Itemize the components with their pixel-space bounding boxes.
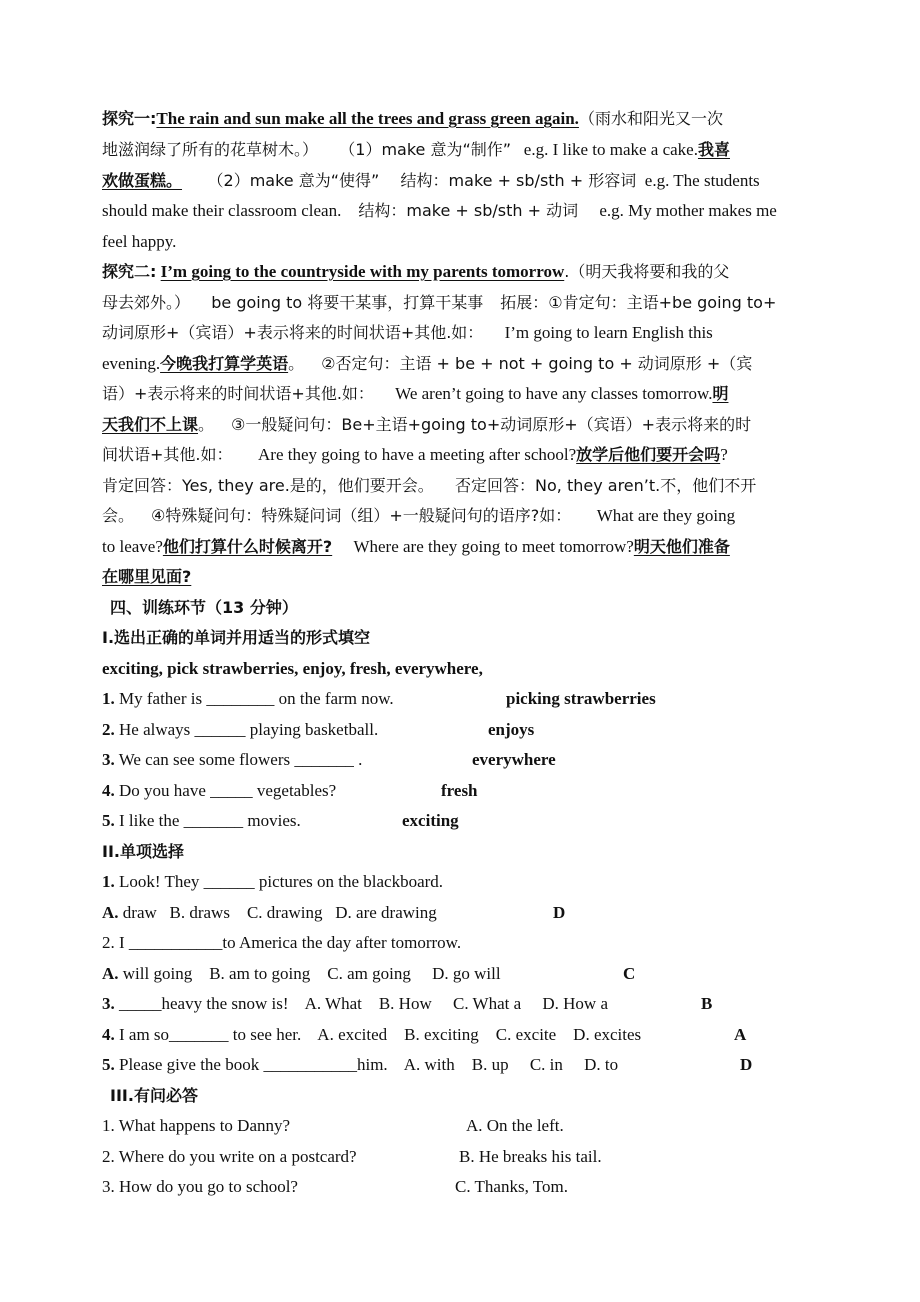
negative-answer-cont: 会。	[102, 506, 135, 525]
options-text: will going B. am to going C. am going D. go will	[122, 964, 501, 983]
explore1-line5	[102, 231, 176, 253]
make-example-2-cont: should make their classroom clean.	[102, 201, 342, 220]
question-text: I am so_______ to see her. A. excited B. exciting C. excite D. excites	[119, 1025, 642, 1044]
wh-example-1: What are they going	[596, 506, 736, 525]
question-text: _____heavy the snow is! A. What B. How C. What a D. How a	[119, 994, 609, 1013]
part1-answer-2: enjoys	[488, 720, 535, 739]
section4-title-text: 四、训练环节（13 分钟）	[110, 598, 298, 617]
item-text: I like the _______ movies.	[119, 811, 301, 830]
negative-answer: 否定回答：No, they aren’t.不，他们不开	[455, 476, 757, 495]
part1-answer-4: fresh	[441, 781, 478, 800]
make-meaning-1: （1）make 意为“制作”	[339, 140, 512, 159]
part2-answer-1: D	[553, 903, 566, 922]
part2-q3	[102, 993, 608, 1015]
part1-item-1	[102, 688, 394, 710]
explore1-translation: （雨水和阳光又一次	[578, 109, 723, 128]
explore2-line1	[102, 261, 729, 283]
wh-question-rule: ④特殊疑问句：特殊疑问词（组）+一般疑问句的语序?如：	[151, 506, 572, 525]
part2-q1-options	[102, 902, 437, 924]
question-text: Look! They ______ pictures on the blackboard.	[119, 872, 444, 891]
negative-rule: ②否定句：主语 + be + not + going to + 动词原形 +（宾	[321, 354, 753, 373]
part1-item-3	[102, 749, 362, 771]
part1-item-5	[102, 810, 301, 832]
negative-example: We aren’t going to have any classes tomorrow.	[395, 384, 713, 403]
part1-title-text: I.选出正确的单词并用适当的形式填空	[102, 628, 371, 647]
negative-example-cn-cont: 天我们不上课	[102, 415, 199, 434]
part3-question-2: 2. Where do you write on a postcard?	[102, 1147, 357, 1166]
explore2-translation-cont: 母去郊外。）	[102, 293, 191, 312]
make-structure-verb: 结构：make + sb/sth + 动词	[358, 201, 579, 220]
explore2-line9	[102, 505, 735, 527]
make-example-1-cn: 我喜	[697, 140, 730, 159]
option-label: A.	[102, 903, 119, 922]
question-number: 4.	[102, 1025, 115, 1044]
question-number: 3.	[102, 994, 115, 1013]
item-text: We can see some flowers _______ .	[118, 750, 363, 769]
section4-title	[110, 597, 298, 619]
part3-question-1: 1. What happens to Danny?	[102, 1116, 291, 1135]
wh-example-2: Where are they going to meet tomorrow?	[353, 537, 634, 556]
part2-q4	[102, 1024, 641, 1046]
word-bank	[102, 658, 483, 680]
part3-title	[110, 1085, 198, 1107]
make-example-2: e.g. The students	[644, 171, 760, 190]
question-example: Are they going to have a meeting after school?	[258, 445, 577, 464]
item-number: 2.	[102, 720, 115, 739]
affirmative-rule: 拓展：①肯定句：主语+be going to+	[500, 293, 777, 312]
affirmative-example-cn: 今晚我打算学英语	[160, 354, 289, 373]
question-number: 5.	[102, 1055, 115, 1074]
positive-answer: 肯定回答：Yes, they are.是的，他们要开会。	[102, 476, 434, 495]
explore1-line2	[102, 139, 730, 161]
question-text: Please give the book ___________him. A. with B. up C. in D. to	[119, 1055, 619, 1074]
part2-q5	[102, 1054, 618, 1076]
part1-title	[102, 627, 370, 649]
explore1-line3	[102, 170, 760, 192]
part3-answer-b: B. He breaks his tail.	[459, 1147, 602, 1166]
item-number: 5.	[102, 811, 115, 830]
make-example-1: e.g. I like to make a cake.	[523, 140, 698, 159]
punctuation: ?	[720, 445, 728, 464]
item-number: 3.	[102, 750, 115, 769]
make-structure-adj: 结构：make + sb/sth + 形容词	[400, 171, 637, 190]
be-going-to-meaning: be going to 将要干某事，打算干某事	[211, 293, 484, 312]
option-label: A.	[102, 964, 119, 983]
part3-title-text: III.有问必答	[110, 1086, 198, 1105]
explore1-translation-cont: 地滋润绿了所有的花草树木。）	[102, 140, 319, 159]
explore2-line10	[102, 536, 730, 558]
make-example-1-cn-cont: 欢做蛋糕。	[102, 171, 183, 190]
explore2-line7	[102, 444, 728, 466]
part2-answer-5: D	[740, 1055, 753, 1074]
explore2-line3	[102, 322, 713, 344]
explore2-line5	[102, 383, 728, 405]
make-meaning-2: （2）make 意为“使得”	[207, 171, 380, 190]
part1-answer-3: everywhere	[472, 750, 556, 769]
affirmative-rule-cont: 动词原形+（宾语）+表示将来的时间状语+其他.如：	[102, 323, 484, 342]
question-text: 2. I ___________to America the day after tomorrow.	[102, 933, 462, 952]
part2-answer-4: A	[734, 1025, 747, 1044]
make-example-3: e.g. My mother makes me	[599, 201, 777, 220]
wh-example-1-cn: 他们打算什么时候离开?	[162, 537, 333, 556]
explore2-line8	[102, 475, 756, 497]
explore1-label: 探究一:	[102, 109, 157, 128]
item-number: 4.	[102, 781, 115, 800]
question-example-cn: 放学后他们要开会吗	[576, 445, 721, 464]
wh-example-1-cont: to leave?	[102, 537, 163, 556]
explore2-line11	[102, 566, 191, 588]
part3-answer-c: C. Thanks, Tom.	[455, 1177, 568, 1196]
part1-answer-1: picking strawberries	[506, 689, 656, 708]
make-example-3-cont: feel happy.	[102, 232, 177, 251]
part2-q1	[102, 871, 443, 893]
explore1-sentence: The rain and sun make all the trees and grass green again.	[156, 109, 579, 128]
part2-q2-options	[102, 963, 501, 985]
item-text: My father is ________ on the farm now.	[119, 689, 394, 708]
explore2-label: 探究二:	[102, 262, 157, 281]
item-text: Do you have _____ vegetables?	[119, 781, 337, 800]
negative-example-cn: 明	[712, 384, 729, 403]
explore1-line1	[102, 108, 723, 130]
negative-rule-cont: 语）+表示将来的时间状语+其他.如：	[102, 384, 374, 403]
explore1-line4	[102, 200, 777, 222]
part2-answer-3: B	[701, 994, 713, 1013]
affirmative-example: I’m going to learn English this	[504, 323, 713, 342]
part2-title-text: II.单项选择	[102, 842, 184, 861]
item-number: 1.	[102, 689, 115, 708]
part1-answer-5: exciting	[402, 811, 459, 830]
item-text: He always ______ playing basketball.	[119, 720, 379, 739]
question-number: 1.	[102, 872, 115, 891]
part2-q2	[102, 932, 461, 954]
explore2-translation: .（明天我将要和我的父	[564, 262, 730, 281]
word-bank-text: exciting, pick strawberries, enjoy, fresh, everywhere,	[102, 659, 483, 678]
wh-example-2-cn-cont: 在哪里见面?	[102, 567, 192, 586]
part2-title	[102, 841, 184, 863]
wh-example-2-cn: 明天他们准备	[633, 537, 730, 556]
part3-question-3: 3. How do you go to school?	[102, 1177, 298, 1196]
part2-answer-2: C	[623, 964, 636, 983]
punctuation: 。	[288, 354, 305, 373]
question-rule-cont: 间状语+其他.如：	[102, 445, 233, 464]
part3-answer-a: A. On the left.	[466, 1116, 564, 1135]
affirmative-example-cont: evening.	[102, 354, 161, 373]
part1-item-2	[102, 719, 378, 741]
explore2-line2	[102, 292, 776, 314]
question-rule: ③一般疑问句：Be+主语+going to+动词原形+（宾语）+表示将来的时	[231, 415, 752, 434]
punctuation: 。	[198, 415, 215, 434]
explore2-line4	[102, 353, 752, 375]
options-text: draw B. draws C. drawing D. are drawing	[122, 903, 437, 922]
explore2-sentence: I’m going to the countryside with my parents tomorrow	[160, 262, 565, 281]
part1-item-4	[102, 780, 336, 802]
explore2-line6	[102, 414, 751, 436]
